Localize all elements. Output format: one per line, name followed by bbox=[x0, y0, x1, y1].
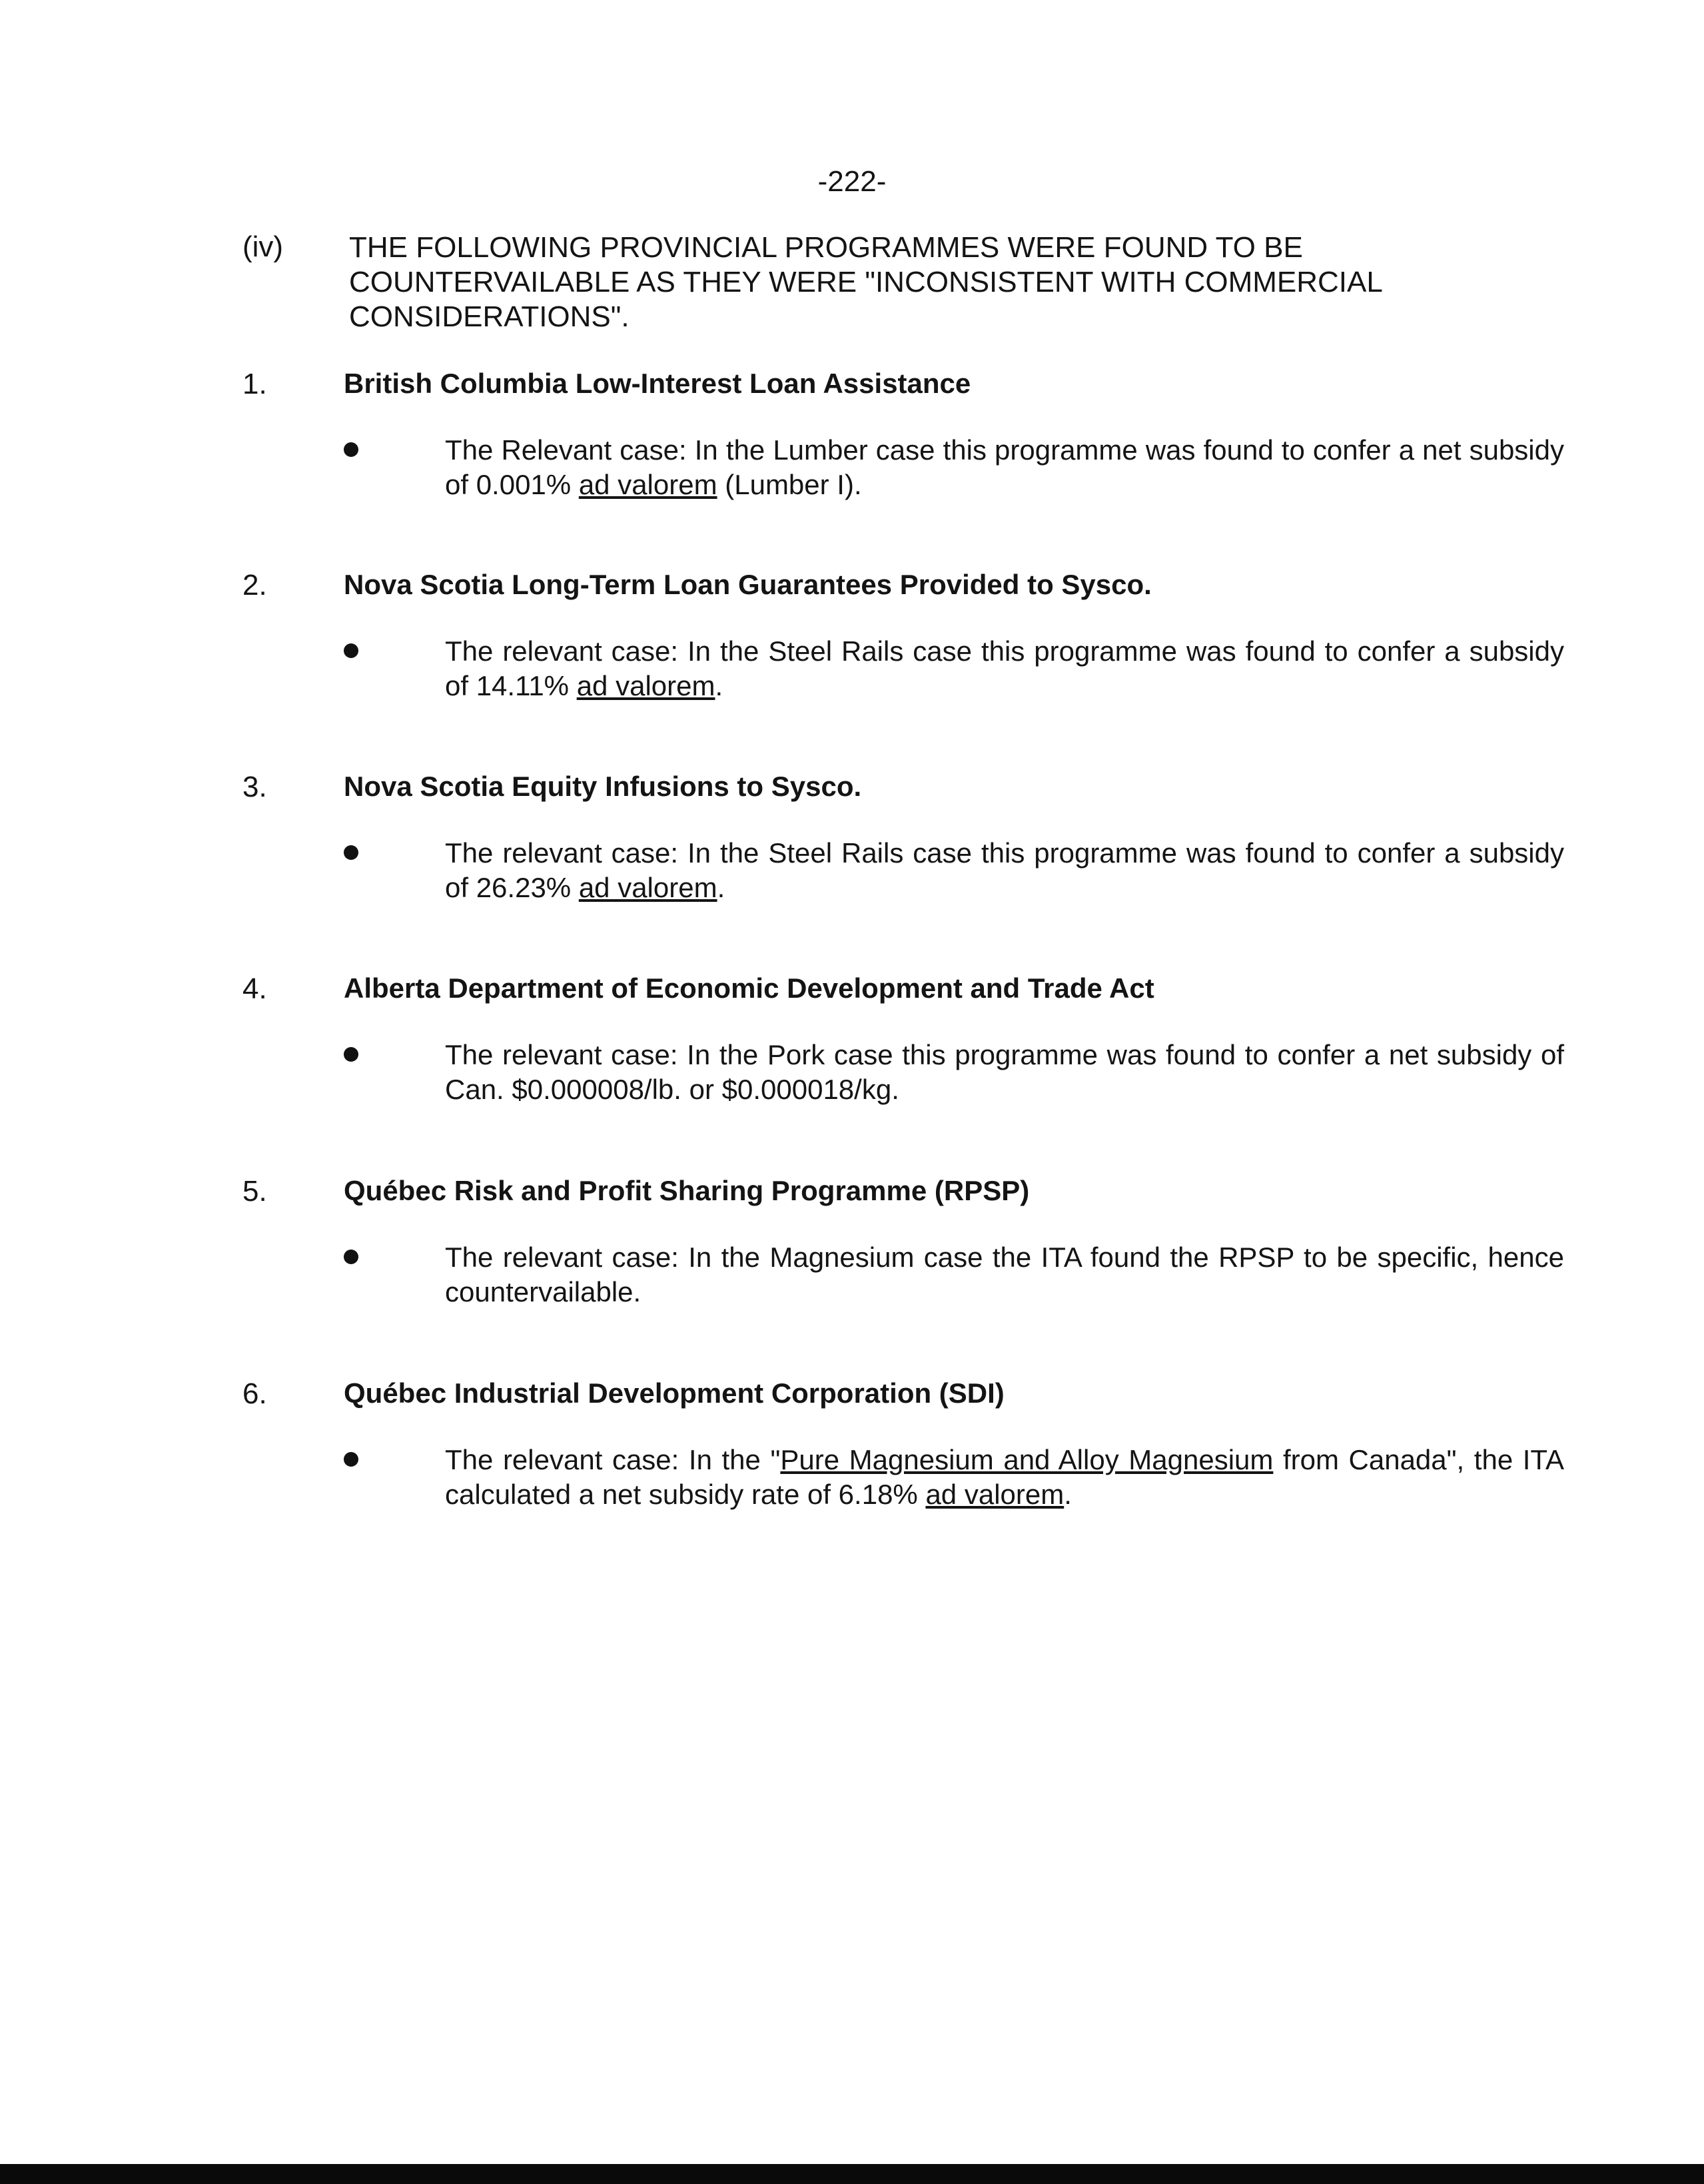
relevant-case-text: The relevant case: In the "Pure Magnesium and Alloy Magnesium from Canada", the ITA calculated a net subsidy rate of 6.18% ad valorem. bbox=[445, 1444, 1564, 1510]
item-title: Québec Risk and Profit Sharing Programme (RPSP) bbox=[344, 1175, 1030, 1206]
relevant-case-text: The relevant case: In the Magnesium case the ITA found the RPSP to be specific, hence countervailable. bbox=[445, 1242, 1564, 1307]
section-heading-text: THE FOLLOWING PROVINCIAL PROGRAMMES WERE FOUND TO BE COUNTERVAILABLE AS THEY WERE "INCONSISTENT WITH COMMERCIAL CONSIDERATIONS". bbox=[349, 231, 1382, 333]
relevant-case-text: The relevant case: In the Steel Rails case this programme was found to confer a subsidy of 26.23% ad valorem. bbox=[445, 837, 1564, 903]
underlined-term: ad valorem bbox=[578, 469, 717, 500]
bullet-icon bbox=[344, 1452, 358, 1467]
underlined-term: ad valorem bbox=[578, 872, 717, 903]
item-number: 6. bbox=[242, 1377, 267, 1410]
relevant-case-text: The Relevant case: In the Lumber case this programme was found to confer a net subsidy of 0.001% ad valorem (Lumber I). bbox=[445, 434, 1564, 500]
item-number: 3. bbox=[242, 771, 267, 803]
item-number: 1. bbox=[242, 368, 267, 400]
item-title: Nova Scotia Equity Infusions to Sysco. bbox=[344, 771, 862, 802]
relevant-case-text: The relevant case: In the Steel Rails case this programme was found to confer a subsidy of 14.11% ad valorem. bbox=[445, 635, 1564, 701]
bullet-icon bbox=[344, 1250, 358, 1264]
scan-bottom-edge bbox=[0, 2164, 1704, 2184]
bullet-icon bbox=[344, 845, 358, 860]
item-number: 2. bbox=[242, 569, 267, 601]
section-marker: (iv) bbox=[242, 230, 284, 263]
item-number: 4. bbox=[242, 972, 267, 1005]
item-number: 5. bbox=[242, 1175, 267, 1208]
item-title: Québec Industrial Development Corporation (SDI) bbox=[344, 1377, 1005, 1409]
bullet-icon bbox=[344, 442, 358, 457]
bullet-icon bbox=[344, 1047, 358, 1062]
relevant-case-text: The relevant case: In the Pork case this programme was found to confer a net subsidy of Can. $0.000008/lb. or $0.000018/kg. bbox=[445, 1039, 1564, 1105]
item-title: British Columbia Low-Interest Loan Assistance bbox=[344, 368, 971, 399]
item-title: Nova Scotia Long-Term Loan Guarantees Provided to Sysco. bbox=[344, 569, 1152, 600]
underlined-term: Pure Magnesium and Alloy Magnesium bbox=[780, 1444, 1274, 1475]
item-title: Alberta Department of Economic Development and Trade Act bbox=[344, 972, 1154, 1004]
bullet-icon bbox=[344, 643, 358, 658]
underlined-term: ad valorem bbox=[576, 670, 715, 701]
underlined-term: ad valorem bbox=[925, 1479, 1065, 1510]
page-number: -222- bbox=[817, 165, 887, 198]
